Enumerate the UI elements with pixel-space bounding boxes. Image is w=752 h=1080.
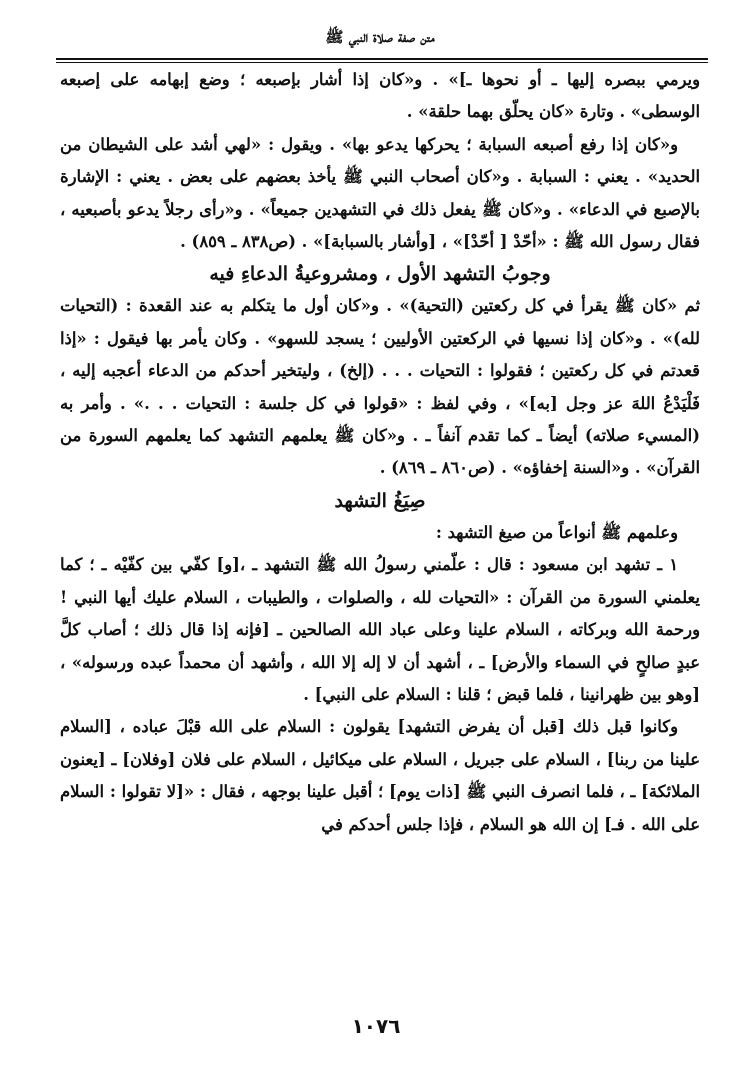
page-number: ١٠٧٦ xyxy=(351,1014,401,1038)
paragraph: و«كان إذا رفع أصبعه السبابة ؛ يحركها يدعو بها» . ويقول : «لهي أشد على الشيطان من الحديد» . يعني : السبابة . و«كان أصحاب النبي ﷺ يأخذ بعضهم على بعض . يعني : الإشارة بالإصبع في الدعاء» . و«كان ﷺ يفعل ذلك في التشهدين جميعاً» . و«رأى رجلاً يدعو بأصبعيه ، فقال رسول الله ﷺ : «أحّدْ [ أحّدْ]» ، [وأشار بالسبابة]» . (ص٨٣٨ ـ ٨٥٩) . xyxy=(60,134,700,252)
paragraph: ١ ـ تشهد ابن مسعود : قال : علّمني رسولُ الله ﷺ التشهد ـ ،[و] كفّي بين كفّيْه ـ ؛ كما يعلمني السورة من القرآن : «التحيات لله ، والصلوات ، والطيبات ، السلام عليك أيها النبي ! ورحمة الله وبركاته ، السلام علينا وعلى عباد الله الصالحين ـ [فإنه إذا قال ذلك ؛ أصاب كلَّ عبدٍ صالحٍ في السماء والأرض] ـ ، أشهد أن لا إله إلا الله ، وأشهد أن محمداً عبده ورسوله» ، [وهو بين ظهرانينا ، فلما قبض ؛ قلنا : السلام على النبي] . xyxy=(60,555,700,704)
paragraph: ويرمي ببصره إليها ـ أو نحوها ـ]» . و«كان إذا أشار بإصبعه ؛ وضع إبهامه على إصبعه الوسطى» . وتارة «كان يحلّق بهما حلقة» . xyxy=(60,70,700,122)
paragraph: وكانوا قبل ذلك [قبل أن يفرض التشهد] يقولون : السلام على الله قبْلَ عباده ، [السلام علينا من ربنا] ، السلام على جبريل ، السلام على ميكائيل ، السلام على فلان [وفلان] ـ [يعنون الملائكة] ـ ، فلما انصرف النبي ﷺ [ذات يوم] ؛ أقبل علينا بوجهه ، فقال : «[لا تقولوا : السلام على الله . فـ] إن الله هو السلام ، فإذا جلس أحدكم في xyxy=(60,717,700,834)
paragraph: ثم «كان ﷺ يقرأ في كل ركعتين (التحية)» . و«كان أول ما يتكلم به عند القعدة : (التحيات لله)» . و«كان إذا نسيها في الركعتين الأوليين ؛ يسجد للسهو» . وكان يأمر بها فيقول : «إذا قعدتم في كل ركعتين ؛ فقولوا : التحيات . . . (إلخ) ، وليتخير أحدكم من الدعاء أعجبه إليه ، فَلْيَدْعُ اللهَ عز وجل [به]» ، وفي لفظ : «قولوا في كل جلسة : التحيات . . .» . وأمر به (المسيء صلاته) أيضاً ـ كما تقدم آنفاً ـ . و«كان ﷺ يعلمهم التشهد كما يعلمهم السورة من القرآن» . و«السنة إخفاؤه» . (ص٨٦٠ ـ ٨٦٩) . xyxy=(60,296,701,478)
running-header: متن صفة صلاة النبي ﷺ xyxy=(325,28,435,46)
page-body xyxy=(60,64,700,841)
section-heading: صِيَغُ التشهد xyxy=(334,489,426,512)
section-heading: وجوبُ التشهد الأول ، ومشروعيةُ الدعاءِ فيه xyxy=(209,263,551,286)
paragraph: وعلمهم ﷺ أنواعاً من صيغ التشهد : xyxy=(435,522,678,542)
header-rule xyxy=(56,58,708,63)
